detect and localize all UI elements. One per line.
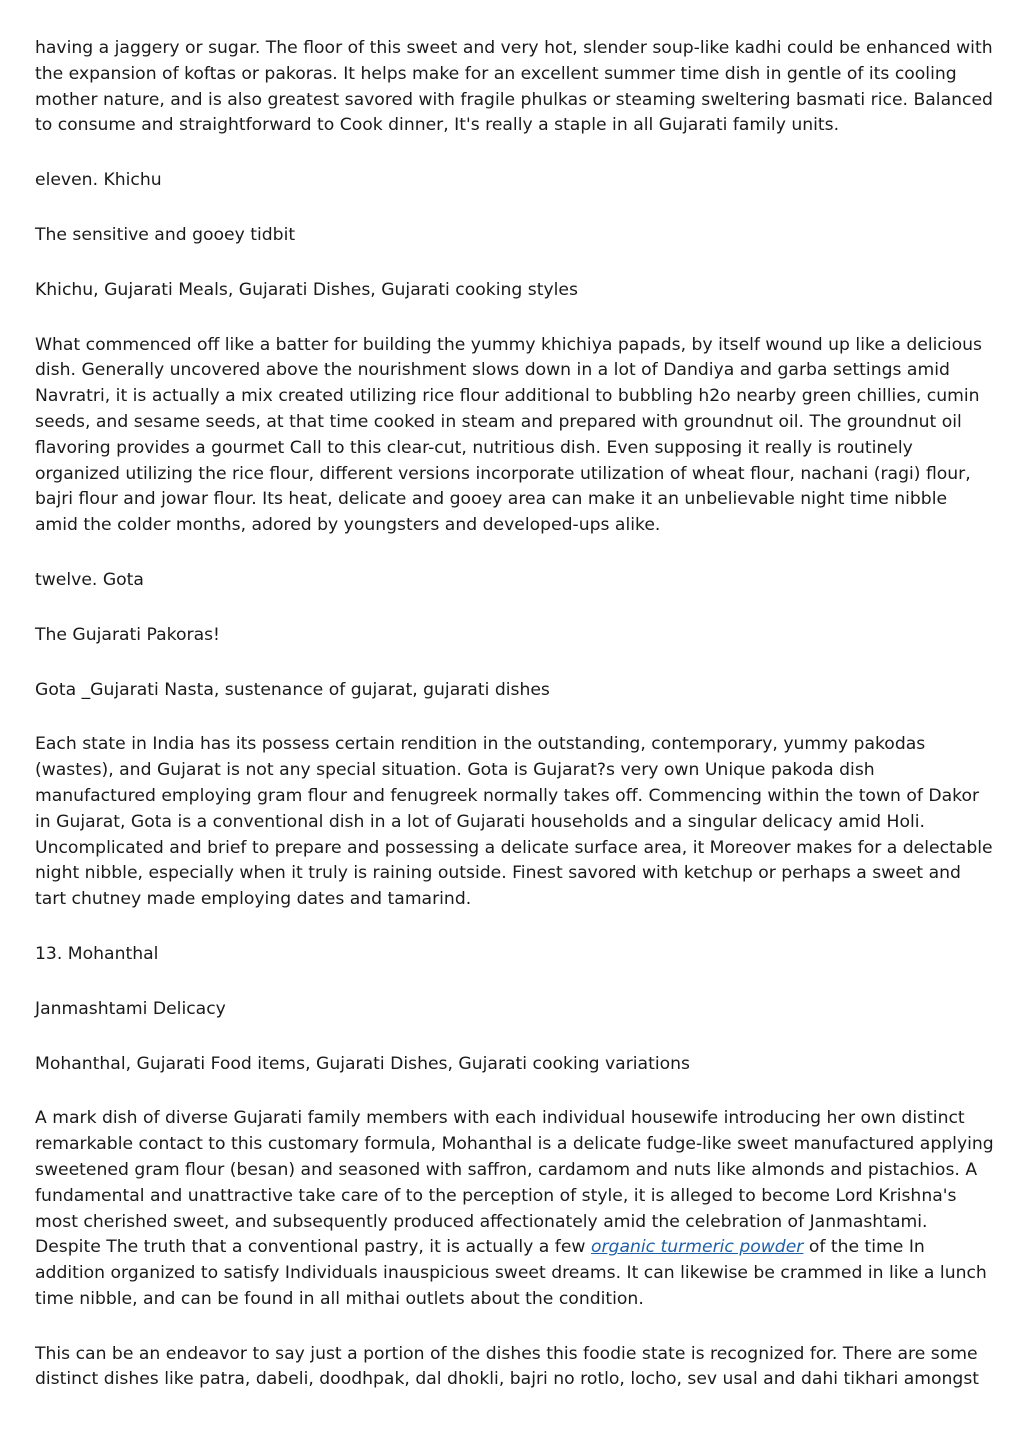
document-page — [35, 36, 995, 1422]
section-heading-mohanthal: 13. Mohanthal — [35, 943, 159, 964]
closing-paragraph: This can be an endeavor to say just a portion of the dishes this foodie state is recognized for. There are some distinct dishes like patra, dabeli, doodhpak, dal dhokli, bajri no rotlo, locho, sev usal and dahi tikhari amongst — [35, 1343, 980, 1390]
section-body-khichu: What commenced off like a batter for building the yummy khichiya papads, by itself wound up like a delicious dish. Generally uncovered above the nourishment slows down in a lot of Dandiya and garba settings amid Navratri, it is actually a mix created utilizing rice flour additional to bubbling h2o nearby green chillies, cumin seeds, and sesame seeds, at that time cooked in steam and prepared with groundnut oil. The groundnut oil flavoring provides a gourmet Call to this clear-cut, nutritious dish. Even supposing it really is routinely organized utilizing the rice flour, different versions incorporate utilization of wheat flour, nachani (ragi) flour, bajri flour and jowar flour. Its heat, delicate and gooey area can make it an unbelievable night time nibble amid the colder months, adored by youngsters and developed-ups alike. — [35, 334, 982, 536]
section-tags-mohanthal: Mohanthal, Gujarati Food items, Gujarati Dishes, Gujarati cooking variations — [35, 1053, 690, 1074]
section-subtitle-mohanthal: Janmashtami Delicacy — [35, 998, 226, 1019]
body-text-before-link: A mark dish of diverse Gujarati family members with each individual housewife introducing her own distinct remarkable contact to this customary formula, Mohanthal is a delicate fudge-like sweet manufactured applying sweetened gram flour (besan) and seasoned with saffron, cardamom and nuts like almonds and pistachios. A fundamental and unattractive take care of to the perception of style, it is alleged to become Lord Krishna's most cherished sweet, and subsequently produced affectionately amid the celebration of Janmashtami. Despite The truth that a conventional pastry, it is actually a few — [35, 1108, 994, 1258]
section-body-gota: Each state in India has its possess certain rendition in the outstanding, contemporary, yummy pakodas (wastes), and Gujarat is not any special situation. Gota is Gujarat?s very own Unique pakoda dish manufactured employing gram flour and fenugreek normally takes off. Commencing within the town of Dakor in Gujarat, Gota is a conventional dish in a lot of Gujarati households and a singular delicacy amid Holi. Uncomplicated and brief to prepare and possessing a delicate surface area, it Moreover makes for a delectable night nibble, especially when it truly is raining outside. Finest savored with ketchup or perhaps a sweet and tart chutney made employing dates and tamarind. — [35, 734, 993, 910]
body-text-after-link: of the time In addition organized to satisfy Individuals inauspicious sweet dreams. It can likewise be crammed in like a lunch time nibble, and can be found in all mithai outlets about the condition. — [35, 1237, 987, 1309]
intro-paragraph: having a jaggery or sugar. The floor of this sweet and very hot, slender soup-like kadhi could be enhanced with the expansion of koftas or pakoras. It helps make for an excellent summer time dish in gentle of its cooling mother nature, and is also greatest savored with fragile phulkas or steaming sweltering basmati rice. Balanced to consume and straightforward to Cook dinner, It's really a staple in all Gujarati family units. — [35, 38, 993, 136]
section-body-mohanthal — [35, 1106, 995, 1312]
section-subtitle-khichu: The sensitive and gooey tidbit — [35, 224, 296, 245]
section-heading-khichu: eleven. Khichu — [35, 170, 162, 191]
section-tags-khichu: Khichu, Gujarati Meals, Gujarati Dishes, Gujarati cooking styles — [35, 279, 578, 300]
section-heading-gota: twelve. Gota — [35, 569, 144, 590]
section-tags-gota: Gota _Gujarati Nasta, sustenance of gujarat, gujarati dishes — [35, 679, 550, 700]
organic-turmeric-powder-link[interactable]: organic turmeric powder — [590, 1237, 804, 1258]
section-subtitle-gota: The Gujarati Pakoras! — [35, 624, 220, 645]
